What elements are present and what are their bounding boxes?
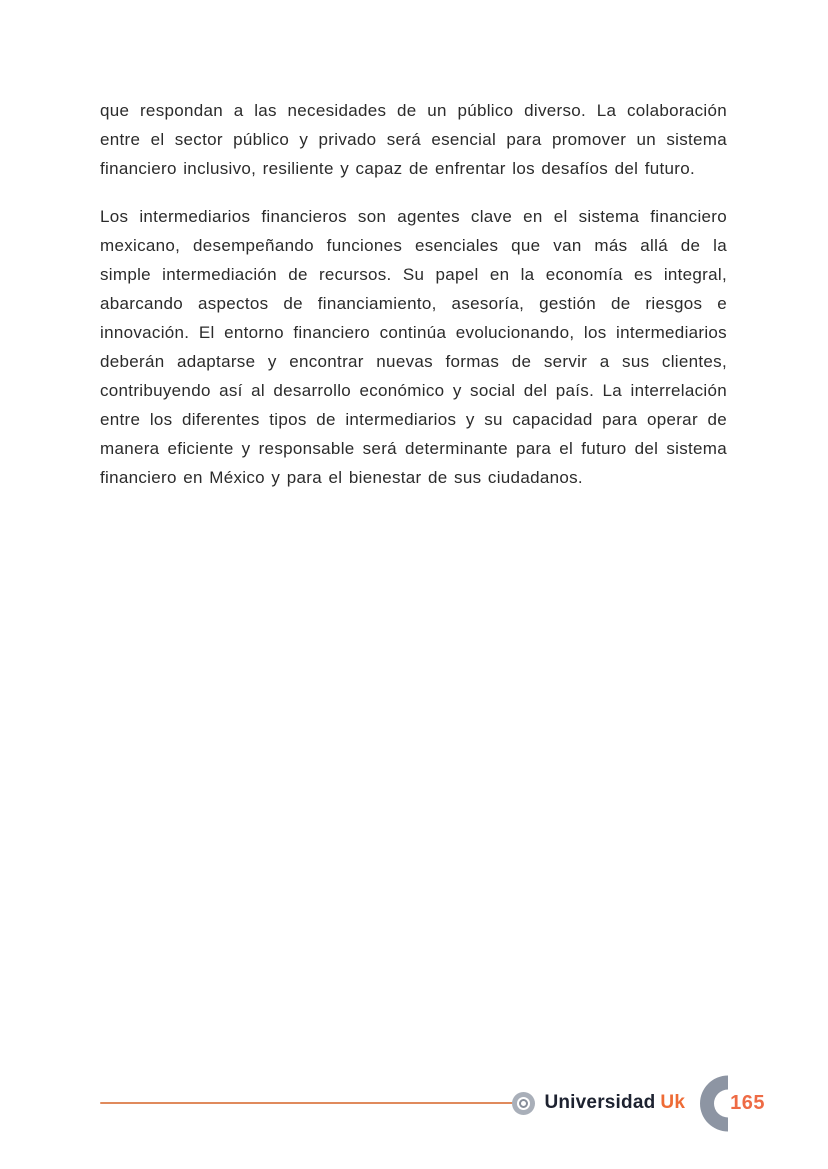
target-dot-icon-center xyxy=(519,1099,528,1108)
footer-divider-line xyxy=(100,1102,513,1104)
brand-logo xyxy=(544,1092,685,1114)
brand-suffix: Uk xyxy=(660,1092,686,1113)
paragraph-2: Los intermediarios financieros son agentes clave en el sistema financiero mexicano, desempeñando funciones esenciales que van más allá de la simple intermediación de recursos. Su papel en la economía es integral, abarcando aspectos de financiamiento, asesoría, gestión de riesgos e innovación. El entorno financiero continúa evolucionando, los intermediarios deberán adaptarse y encontrar nuevas formas de servir a sus clientes, contribuyendo así al desarrollo económico y social del país. La interrelación entre los diferentes tipos de intermediarios y su capacidad para operar de manera eficiente y responsable será determinante para el futuro del sistema financiero en México y para el bienestar de sus ciudadanos. xyxy=(100,207,727,487)
page-footer xyxy=(100,1074,765,1132)
page-number: 165 xyxy=(730,1091,765,1114)
page-content xyxy=(100,96,727,511)
target-dot-icon xyxy=(512,1092,535,1115)
paragraph-1: que respondan a las necesidades de un público diverso. La colaboración entre el sector público y privado será esencial para promover un sistema financiero inclusivo, resiliente y capaz de enfrentar los desafíos del futuro. xyxy=(100,101,727,178)
crescent-icon xyxy=(698,1075,734,1132)
brand-name: Universidad xyxy=(544,1092,656,1113)
target-dot-icon-ring xyxy=(517,1097,530,1110)
